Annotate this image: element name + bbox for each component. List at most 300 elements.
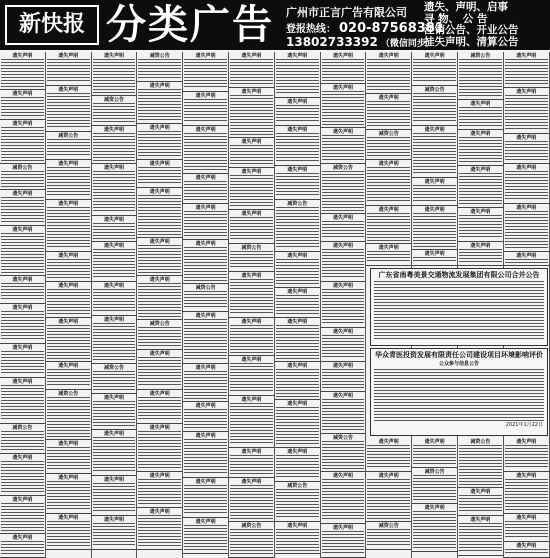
classified-notice: [46, 390, 91, 440]
classified-notice: [46, 160, 91, 200]
notice-heading: 遗失声明: [332, 329, 353, 335]
notice-heading: 减资公告: [378, 523, 399, 529]
notice-heading: 遗失声明: [12, 535, 33, 541]
notice-body-text: [1, 283, 44, 301]
notice-body-text: [184, 211, 227, 237]
notice-heading: 遗失声明: [103, 395, 124, 401]
classified-notice: [504, 88, 549, 134]
classified-notice: [229, 522, 274, 558]
notice-heading: 遗失声明: [241, 211, 262, 217]
notice-body-text: [367, 167, 410, 203]
classified-notice: [46, 440, 91, 474]
notice-body-text: [138, 397, 181, 421]
notice-body-text: [459, 137, 502, 163]
classified-notice: [412, 250, 457, 266]
eia-notice-title: 华众青医投资发展有限责任公司建设项目环境影响评价: [375, 351, 543, 359]
notice-body-text: [1, 171, 44, 187]
notice-body-text: [1, 461, 44, 493]
notice-heading: 遗失声明: [470, 101, 491, 107]
notice-heading: 遗失声明: [241, 397, 262, 403]
notice-heading: 遗失声明: [58, 441, 79, 447]
notice-body-text: [138, 515, 181, 547]
classified-notice: [275, 318, 320, 362]
ad-column: [275, 52, 321, 558]
notice-heading: 减资公告: [103, 97, 124, 103]
notice-heading: 遗失声明: [58, 283, 79, 289]
notice-body-text: [322, 369, 365, 389]
notice-body-text: [367, 101, 410, 127]
classified-notice: [275, 482, 320, 522]
ad-column: [183, 52, 229, 558]
notice-body-text: [276, 173, 319, 197]
notice-heading: 减资公告: [470, 53, 491, 59]
notice-body-text: [276, 489, 319, 519]
classified-notice: [366, 130, 411, 160]
classified-notice: [458, 166, 503, 208]
notice-heading: 遗失声明: [12, 379, 33, 385]
classified-notice: [366, 472, 411, 522]
classified-notice: [46, 514, 91, 550]
classified-notice: [0, 190, 45, 226]
classified-notice: [0, 120, 45, 164]
notice-heading: 遗失声明: [332, 243, 353, 249]
notice-heading: 遗失声明: [12, 277, 33, 283]
category-list: [424, 2, 548, 48]
notice-heading: 遗失声明: [241, 169, 262, 175]
classified-notice: [137, 390, 182, 424]
notice-body-text: [184, 409, 227, 429]
classified-notice: [504, 252, 549, 266]
notice-body-text: [1, 97, 44, 117]
notice-heading: 遗失声明: [332, 129, 353, 135]
classified-notice: [92, 52, 137, 96]
classified-notice: [0, 226, 45, 276]
classified-notice: [92, 430, 137, 476]
notice-body-text: [93, 59, 136, 93]
notice-heading: 遗失声明: [149, 509, 170, 515]
notice-heading: 减资公告: [195, 285, 216, 291]
notice-heading: 遗失声明: [287, 167, 308, 173]
classified-notice: [0, 304, 45, 344]
classified-notice: [275, 448, 320, 482]
notice-heading: 遗失声明: [103, 165, 124, 171]
notice-heading: 减资公告: [12, 425, 33, 431]
classified-notice: [137, 188, 182, 238]
notice-heading: 遗失声明: [103, 127, 124, 133]
notice-heading: 遗失声明: [58, 201, 79, 207]
notice-body-text: [47, 289, 90, 315]
classified-notice: [0, 90, 45, 120]
notice-body-text: [47, 167, 90, 197]
notice-body-text: [138, 89, 181, 121]
notice-body-text: [230, 251, 273, 269]
notice-body-text: [47, 139, 90, 157]
notice-heading: 遗失声明: [195, 365, 216, 371]
classified-notice: [366, 94, 411, 130]
notice-body-text: [184, 181, 227, 201]
notice-heading: 遗失声明: [287, 253, 308, 259]
classified-notice: [275, 166, 320, 200]
notice-heading: 遗失声明: [149, 189, 170, 195]
notice-heading: 遗失声明: [241, 53, 262, 59]
notice-heading: 遗失声明: [378, 473, 399, 479]
notice-heading: 减资公告: [424, 469, 445, 475]
notice-heading: 遗失声明: [103, 431, 124, 437]
notice-body-text: [322, 289, 365, 325]
notice-body-text: [93, 483, 136, 513]
notice-heading: 遗失声明: [195, 433, 216, 439]
notice-body-text: [1, 127, 44, 161]
notice-heading: 遗失声明: [332, 283, 353, 289]
classified-notice: [275, 362, 320, 400]
notice-body-text: [184, 319, 227, 361]
notice-heading: 遗失声明: [12, 455, 33, 461]
notice-body-text: [505, 479, 548, 511]
notice-heading: 遗失声明: [149, 351, 170, 357]
classified-notice: [229, 88, 274, 138]
notice-heading: 减资公告: [470, 439, 491, 445]
classified-notice: [321, 362, 366, 392]
notice-body-text: [93, 323, 136, 361]
classified-notice: [137, 160, 182, 188]
classified-notice: [92, 476, 137, 516]
notice-body-text: [276, 325, 319, 359]
classified-notice: [183, 432, 228, 478]
classified-notice: [229, 138, 274, 168]
classified-notice: [46, 282, 91, 318]
classified-notice: [183, 204, 228, 240]
classified-notice: [0, 344, 45, 378]
notice-body-text: [505, 171, 548, 201]
notice-body-text: [47, 447, 90, 471]
classified-notice: [0, 378, 45, 424]
notice-body-text: [459, 523, 502, 553]
classified-notice: [92, 164, 137, 216]
notice-heading: 遗失声明: [58, 161, 79, 167]
notice-heading: 遗失声明: [195, 241, 216, 247]
ad-column: [137, 52, 183, 558]
classified-notice: [229, 52, 274, 88]
notice-body-text: [413, 445, 456, 465]
classified-notice: [183, 518, 228, 554]
notice-body-text: [413, 213, 456, 247]
notice-heading: 减资公告: [287, 201, 308, 207]
notice-body-text: [459, 445, 502, 485]
notice-heading: 遗失声明: [424, 207, 445, 213]
classified-notice: [137, 350, 182, 390]
classified-notice: [229, 168, 274, 210]
notice-body-text: [276, 295, 319, 315]
notice-body-text: [230, 363, 273, 393]
classified-notice: [183, 126, 228, 174]
classified-notice: [458, 52, 503, 100]
notice-heading: 遗失声明: [195, 479, 216, 485]
notice-heading: 遗失声明: [58, 515, 79, 521]
notice-heading: 遗失声明: [12, 305, 33, 311]
notice-body-text: [1, 431, 44, 451]
classified-notice: [46, 200, 91, 252]
classified-notice: [412, 178, 457, 206]
notice-heading: 减资公告: [58, 133, 79, 139]
notice-heading: 遗失声明: [149, 83, 170, 89]
notice-heading: 遗失声明: [378, 439, 399, 445]
classified-notice: [504, 164, 549, 204]
classified-notice: [183, 312, 228, 364]
notice-body-text: [367, 445, 410, 469]
notice-heading: 遗失声明: [378, 207, 399, 213]
notice-heading: 遗失声明: [58, 253, 79, 259]
notice-heading: 遗失声明: [149, 161, 170, 167]
notice-heading: 减资公告: [287, 483, 308, 489]
notice-body-text: [505, 95, 548, 131]
notice-heading: 遗失声明: [287, 449, 308, 455]
notice-heading: 遗失声明: [516, 439, 537, 445]
notice-heading: 遗失声明: [424, 505, 445, 511]
notice-body-text: [230, 529, 273, 555]
notice-body-text: [322, 221, 365, 239]
notice-body-text: [505, 445, 548, 469]
classified-notice: [366, 522, 411, 550]
notice-body-text: [47, 397, 90, 437]
classified-notice: [275, 288, 320, 318]
notice-heading: 遗失声明: [378, 161, 399, 167]
notice-heading: 遗失声明: [12, 121, 33, 127]
notice-body-text: [230, 59, 273, 85]
classified-notice: [46, 252, 91, 282]
classified-notice: [183, 240, 228, 284]
notice-body-text: [184, 291, 227, 309]
notice-heading: 减资公告: [12, 165, 33, 171]
classified-notice: [137, 276, 182, 320]
notice-heading: 遗失声明: [332, 363, 353, 369]
classified-notice: [183, 92, 228, 126]
notice-body-text: [322, 531, 365, 555]
notice-body-text: [413, 257, 456, 263]
classified-notice: [504, 52, 549, 88]
notice-heading: 遗失声明: [241, 357, 262, 363]
classified-notice: [46, 362, 91, 390]
notice-body-text: [459, 215, 502, 239]
notice-heading: 遗失声明: [195, 313, 216, 319]
notice-heading: 遗失声明: [241, 449, 262, 455]
notice-heading: 遗失声明: [149, 277, 170, 283]
classified-notice: [321, 282, 366, 328]
notice-heading: 遗失声明: [195, 403, 216, 409]
notice-body-text: [184, 485, 227, 515]
notice-body-text: [184, 247, 227, 281]
classified-notice: [321, 392, 366, 434]
notice-body-text: [413, 59, 456, 83]
notice-heading: 遗失声明: [287, 523, 308, 529]
notice-body-text: [1, 541, 44, 555]
notice-heading: 遗失声明: [195, 53, 216, 59]
notice-body-text: [276, 105, 319, 123]
classified-notice: [46, 52, 91, 86]
notice-body-text: [93, 401, 136, 427]
notice-body-text: [138, 283, 181, 317]
classified-notice: [321, 128, 366, 164]
notice-body-text: [322, 135, 365, 161]
ad-column: [92, 52, 138, 558]
classified-notice: [137, 124, 182, 160]
notice-body-text: [1, 503, 44, 531]
classified-notice: [412, 126, 457, 178]
notice-body-text: [276, 407, 319, 445]
notice-heading: 遗失声明: [516, 89, 537, 95]
classified-notice: [275, 252, 320, 288]
classified-notice: [183, 478, 228, 518]
classified-notice: [137, 508, 182, 550]
notice-body-text: [413, 93, 456, 123]
notice-body-text: [459, 107, 502, 127]
notice-heading: 遗失声明: [103, 517, 124, 523]
notice-body-text: [322, 171, 365, 211]
notice-body-text: [413, 185, 456, 203]
notice-body-text: [47, 59, 90, 83]
classified-notice: [458, 130, 503, 166]
notice-heading: 遗失声明: [332, 393, 353, 399]
notice-heading: 遗失声明: [516, 205, 537, 211]
notice-heading: 遗失声明: [195, 205, 216, 211]
notice-heading: 遗失声明: [287, 363, 308, 369]
classified-notice: [183, 284, 228, 312]
notice-heading: 遗失声明: [241, 319, 262, 325]
mobile-note: （微信同步）: [380, 39, 435, 49]
notice-body-text: [93, 171, 136, 213]
notice-heading: 减资公告: [424, 87, 445, 93]
notice-body-text: [138, 131, 181, 157]
notice-heading: 减资公告: [149, 53, 170, 59]
classified-notice: [504, 472, 549, 514]
company-name: 广州市正言广告有限公司: [286, 6, 407, 19]
notice-heading: 遗失声明: [332, 53, 353, 59]
classified-notice: [321, 84, 366, 128]
notice-body-text: [230, 175, 273, 207]
classified-notice: [0, 424, 45, 454]
notice-heading: 遗失声明: [103, 477, 124, 483]
notice-body-text: [93, 437, 136, 473]
notice-body-text: [413, 511, 456, 549]
notice-heading: 遗失声明: [516, 165, 537, 171]
ad-column: [321, 52, 367, 558]
section-title: 分类广告: [106, 2, 274, 48]
notice-body-text: [505, 259, 548, 263]
classified-notice: [321, 472, 366, 524]
classified-notice: [412, 504, 457, 552]
notice-body-text: [138, 195, 181, 235]
classified-notice: [321, 214, 366, 242]
notice-body-text: [230, 485, 273, 519]
notice-body-text: [230, 95, 273, 135]
classified-notice: [275, 522, 320, 554]
classified-notice: [183, 364, 228, 402]
classified-notice: [458, 100, 503, 130]
classified-notice: [229, 396, 274, 448]
eia-notice-date: 2021年1月22日: [505, 422, 543, 428]
notice-body-text: [47, 207, 90, 249]
classified-notice: [321, 524, 366, 558]
notice-body-text: [138, 357, 181, 387]
classified-notice: [458, 438, 503, 488]
notice-heading: 遗失声明: [195, 519, 216, 525]
notice-body-text: [47, 93, 90, 129]
notice-heading: 遗失声明: [378, 245, 399, 251]
notice-body-text: [322, 441, 365, 469]
masthead-logo: 新快报: [5, 5, 99, 45]
notice-heading: 遗失声明: [470, 489, 491, 495]
classified-notice: [92, 316, 137, 364]
classified-notice: [183, 402, 228, 432]
classified-notice: [92, 394, 137, 430]
notice-body-text: [322, 91, 365, 125]
notice-body-text: [505, 549, 548, 555]
notice-heading: 遗失声明: [149, 425, 170, 431]
notice-body-text: [184, 525, 227, 551]
classified-notice: [183, 174, 228, 204]
notice-heading: 减资公告: [241, 523, 262, 529]
notice-heading: 遗失声明: [470, 131, 491, 137]
classified-notice: [183, 52, 228, 92]
classified-notice: [458, 488, 503, 516]
classified-notice: [0, 496, 45, 534]
notice-heading: 遗失声明: [287, 319, 308, 325]
classified-notice: [366, 206, 411, 244]
notice-heading: 遗失声明: [516, 135, 537, 141]
notice-heading: 遗失声明: [332, 85, 353, 91]
notice-body-text: [138, 245, 181, 273]
notice-heading: 遗失声明: [58, 363, 79, 369]
notice-body-text: [505, 521, 548, 539]
classified-notice: [92, 242, 137, 282]
notice-body-text: [276, 369, 319, 397]
mobile-contact: [286, 35, 435, 49]
notice-body-text: [322, 399, 365, 431]
notice-heading: 遗失声明: [287, 99, 308, 105]
notice-body-text: [1, 311, 44, 341]
notice-body-text: [184, 59, 227, 89]
notice-heading: 遗失声明: [424, 53, 445, 59]
notice-heading: 遗失声明: [332, 473, 353, 479]
classified-notice: [321, 164, 366, 214]
classified-notice: [0, 276, 45, 304]
classified-notice: [92, 126, 137, 164]
notice-heading: 遗失声明: [516, 515, 537, 521]
notice-body-text: [459, 249, 502, 263]
hotline: [286, 20, 444, 36]
notice-body-text: [138, 479, 181, 505]
notice-heading: 减资公告: [378, 131, 399, 137]
notice-body-text: [322, 249, 365, 279]
notice-body-text: [322, 59, 365, 81]
notice-heading: 遗失声明: [241, 139, 262, 145]
notice-body-text: [93, 249, 136, 279]
classified-notice: [366, 438, 411, 472]
category-item: 寻 物、 公 告: [424, 12, 488, 25]
notice-heading: 遗失声明: [516, 253, 537, 259]
notice-body-text: [1, 59, 44, 87]
notice-body-text: [322, 335, 365, 359]
classified-notice: [46, 86, 91, 132]
classified-notice: [229, 478, 274, 522]
notice-body-text: [230, 217, 273, 241]
classified-notice: [137, 472, 182, 508]
notice-heading: 遗失声明: [195, 175, 216, 181]
classified-notice: [504, 134, 549, 164]
classified-notice: [366, 244, 411, 266]
notice-body-text: [1, 351, 44, 375]
notice-body-text: [1, 197, 44, 223]
notice-heading: 遗失声明: [287, 289, 308, 295]
